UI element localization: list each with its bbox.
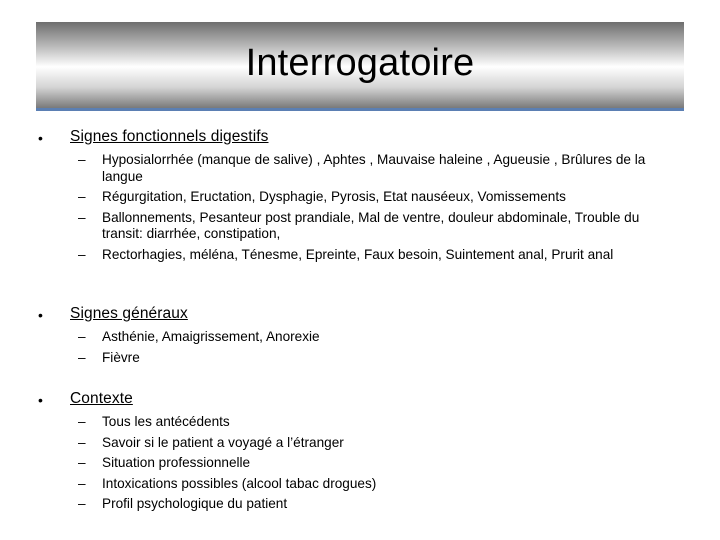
list-item xyxy=(0,414,662,431)
title-banner xyxy=(36,22,684,111)
item-text: Profil psychologique du patient xyxy=(102,496,288,511)
dash: – xyxy=(78,152,86,167)
list-item xyxy=(0,152,662,185)
bullet: • xyxy=(38,130,43,146)
section-heading: Signes fonctionnels digestifs xyxy=(70,128,269,145)
item-text: Régurgitation, Eructation, Dysphagie, Pyrosis, Etat nauséeux, Vomissements xyxy=(102,189,566,204)
item-text: Savoir si le patient a voyagé a l’étranger xyxy=(102,434,344,450)
bullet: • xyxy=(38,307,43,323)
item-text: Ballonnements, Pesanteur post prandiale, Mal de ventre, douleur abdominale, Trouble du transit: diarrhée, constipation, xyxy=(102,209,640,241)
section-heading: Contexte xyxy=(70,390,133,407)
item-text: Rectorhagies, méléna, Ténesme, Epreinte, Faux besoin, Suintement anal, Prurit anal xyxy=(102,246,614,262)
list-item xyxy=(0,329,662,346)
dash: – xyxy=(78,455,86,470)
list-item xyxy=(0,455,662,472)
item-text: Tous les antécédents xyxy=(102,414,230,429)
item-text: Fièvre xyxy=(102,349,140,365)
dash: – xyxy=(78,329,86,344)
item-text: Situation professionnelle xyxy=(102,455,251,470)
dash: – xyxy=(78,349,86,365)
dash: – xyxy=(78,189,86,204)
slide-title: Interrogatoire xyxy=(245,41,475,84)
dash: – xyxy=(78,246,86,262)
list-item xyxy=(0,476,662,493)
dash: – xyxy=(78,434,86,450)
list-item xyxy=(0,210,662,243)
dash: – xyxy=(78,414,86,429)
list-item xyxy=(0,247,662,264)
list-item xyxy=(0,350,662,367)
section-heading: Signes généraux xyxy=(70,305,188,322)
item-text: Intoxications possibles (alcool tabac drogues) xyxy=(102,475,377,491)
item-text: Hyposialorrhée (manque de salive) , Aphtes , Mauvaise haleine , Agueusie , Brûlures de la langue xyxy=(102,152,646,184)
section-signes-fonctionnels xyxy=(0,128,720,267)
dash: – xyxy=(78,209,86,225)
item-text: Asthénie, Amaigrissement, Anorexie xyxy=(102,329,320,344)
section-contexte xyxy=(0,390,720,517)
dash: – xyxy=(78,475,86,491)
dash: – xyxy=(78,496,86,511)
list-item xyxy=(0,189,662,206)
list-item xyxy=(0,435,662,452)
bullet: • xyxy=(38,392,43,408)
section-signes-generaux xyxy=(0,305,720,370)
list-item xyxy=(0,496,662,513)
